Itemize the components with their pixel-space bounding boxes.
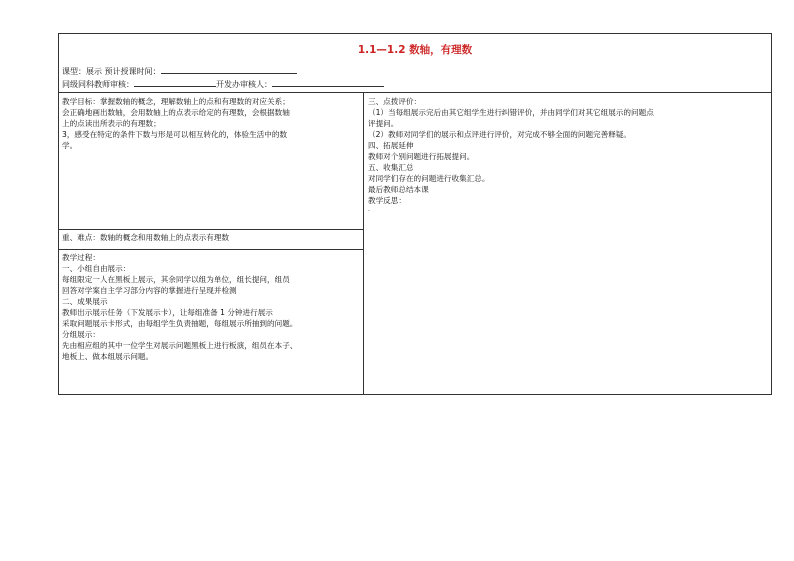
peer-reviewer-blank[interactable]: [134, 78, 216, 87]
process-line: 采取问题展示卡形式，由每组学生负责抽题，每组展示所抽到的问题。: [62, 319, 298, 328]
right-line: （2）教师对同学们的展示和点评进行评价，对完成不够全面的问题完善释疑。: [368, 130, 632, 139]
teaching-process-cell: [59, 251, 363, 363]
process-line: 地板上、做本组展示问题。: [62, 352, 154, 361]
column-divider: [363, 93, 364, 395]
teaching-goals-cell: [59, 95, 363, 152]
course-type-label: 课型：展示 预计授课时间：: [62, 67, 161, 76]
process-line: 分组展示：: [62, 330, 100, 339]
content-table: [59, 92, 771, 395]
teaching-time-blank[interactable]: [161, 65, 297, 74]
key-points-text: 重、难点：数轴的概念和用数轴上的点表示有理数: [62, 233, 230, 242]
right-line: 三、点拨评价：: [368, 97, 422, 106]
peer-review-label: 同级同科教师审核：: [62, 80, 134, 89]
right-line: 教师对个别问题进行拓展提问。: [368, 152, 475, 161]
process-line: 教师出示展示任务（下发展示卡），让每组准备 1 分钟进行展示: [62, 308, 273, 317]
meta-line-review: [62, 78, 384, 90]
row-divider-key-points: [59, 249, 363, 250]
goal-line: 会正确地画出数轴，会用数轴上的点表示给定的有理数，会根据数轴: [62, 108, 290, 117]
lesson-plan-sheet: [58, 33, 772, 395]
office-reviewer-blank[interactable]: [272, 78, 384, 87]
row-divider-goals: [59, 229, 363, 230]
process-line: 教学过程：: [62, 253, 100, 262]
meta-line-course-type: [62, 65, 297, 77]
right-line: 对同学们存在的问题进行收集汇总。: [368, 174, 490, 183]
right-line: 五、收集汇总: [368, 163, 414, 172]
key-points-cell: [59, 231, 363, 244]
right-line: 四、拓展延伸: [368, 141, 414, 150]
reflection-dot: .: [368, 206, 370, 213]
goal-line: 上的点读出所表示的有理数；: [62, 119, 161, 128]
page-title: 1.1—1.2 数轴，有理数: [357, 44, 473, 56]
goal-line: 3，感受在特定的条件下数与形是可以相互转化的，体验生活中的数: [62, 130, 288, 139]
right-line: 教学反思：: [368, 196, 406, 205]
process-line: 二、成果展示: [62, 297, 108, 306]
goal-line: 学。: [62, 141, 78, 150]
process-line: 每组限定一人在黑板上展示，其余同学以组为单位，组长提问，组员: [62, 275, 290, 284]
process-line: 一、小组自由展示：: [62, 264, 131, 273]
right-line: 最后教师总结本课: [368, 185, 429, 194]
process-line: 先由相应组的其中一位学生对展示问题黑板上进行板演，组员在本子、: [62, 341, 298, 350]
right-line: （1）当每组展示完后由其它组学生进行纠错评价，并由同学们对其它组展示的问题点: [368, 108, 654, 117]
right-line: 评提问。: [368, 119, 399, 128]
process-line: 回答对学案自主学习部分内容的掌握进行呈现并检测: [62, 286, 237, 295]
evaluation-cell: [365, 95, 771, 215]
office-review-label: 开发办审核人：: [216, 80, 272, 89]
goal-line: 教学目标：掌握数轴的概念，理解数轴上的点和有理数的对应关系；: [62, 97, 290, 106]
